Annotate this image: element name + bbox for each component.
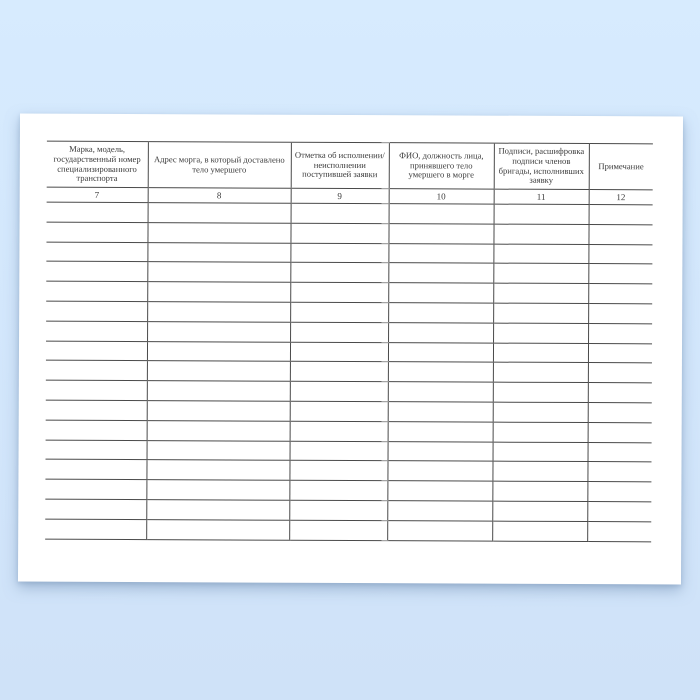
- column-header-12: Примечание: [589, 144, 653, 190]
- empty-cell: [46, 301, 147, 321]
- empty-cell: [493, 283, 588, 303]
- table-row: [46, 321, 652, 343]
- journal-table: [45, 141, 653, 542]
- empty-cell: [588, 323, 652, 343]
- empty-cell: [147, 321, 290, 341]
- empty-cell: [290, 282, 388, 302]
- empty-cell: [46, 420, 147, 440]
- empty-cell: [290, 441, 388, 461]
- column-header-11: Подписи, расшифровка подписи членов бригады, исполнивших заявку: [494, 143, 589, 189]
- column-header-10: ФИО, должность лица, принявшего тело умершего в морге: [389, 143, 494, 189]
- empty-cell: [388, 223, 493, 243]
- empty-cell: [493, 362, 588, 382]
- empty-cell: [493, 402, 588, 422]
- empty-cell: [290, 223, 388, 243]
- table-row: [46, 440, 652, 462]
- empty-cell: [146, 519, 289, 539]
- empty-cell: [587, 482, 651, 502]
- table-header-row: [47, 141, 653, 190]
- empty-cell: [46, 341, 147, 361]
- column-number-10: 10: [389, 189, 494, 204]
- empty-cell: [388, 421, 493, 441]
- empty-cell: [147, 242, 290, 262]
- empty-cell: [45, 519, 146, 539]
- table-row: [46, 420, 652, 442]
- empty-cell: [493, 422, 588, 442]
- empty-cell: [588, 403, 652, 423]
- empty-cell: [289, 480, 387, 500]
- empty-cell: [147, 381, 290, 401]
- empty-cell: [290, 362, 388, 382]
- empty-cell: [588, 383, 652, 403]
- empty-cell: [492, 461, 587, 481]
- empty-cell: [388, 243, 493, 263]
- empty-cell: [387, 481, 492, 501]
- empty-cell: [388, 362, 493, 382]
- empty-cell: [290, 342, 388, 362]
- empty-cell: [147, 401, 290, 421]
- empty-cell: [147, 440, 290, 460]
- empty-cell: [588, 284, 652, 304]
- column-number-7: 7: [47, 187, 148, 202]
- empty-cell: [147, 302, 290, 322]
- empty-cell: [147, 282, 290, 302]
- empty-cell: [388, 283, 493, 303]
- table-row: [46, 281, 652, 303]
- empty-cell: [388, 342, 493, 362]
- empty-cell: [493, 323, 588, 343]
- empty-cell: [588, 304, 652, 324]
- empty-cell: [290, 322, 388, 342]
- empty-cell: [388, 382, 493, 402]
- empty-cell: [492, 521, 587, 541]
- empty-cell: [146, 460, 289, 480]
- empty-cell: [387, 501, 492, 521]
- empty-cell: [290, 381, 388, 401]
- table-row: [46, 361, 652, 383]
- empty-cell: [587, 501, 651, 521]
- empty-cell: [387, 461, 492, 481]
- empty-cell: [493, 343, 588, 363]
- empty-cell: [289, 461, 387, 481]
- table-row: [46, 341, 652, 363]
- empty-cell: [290, 263, 388, 283]
- empty-cell: [290, 302, 388, 322]
- empty-cell: [147, 222, 290, 242]
- column-number-8: 8: [148, 188, 291, 204]
- empty-cell: [587, 462, 651, 482]
- empty-cell: [493, 264, 588, 284]
- table-row: [46, 400, 652, 422]
- empty-cell: [588, 264, 652, 284]
- empty-cell: [290, 421, 388, 441]
- empty-cell: [388, 402, 493, 422]
- empty-cell: [291, 203, 389, 223]
- column-header-9: Отметка об исполнении/ неисполнении поступившей заявки: [291, 142, 389, 188]
- empty-cell: [290, 243, 388, 263]
- empty-cell: [147, 361, 290, 381]
- empty-cell: [147, 262, 290, 282]
- empty-cell: [388, 322, 493, 342]
- empty-cell: [46, 440, 147, 460]
- table-row: [45, 519, 651, 541]
- empty-cell: [147, 341, 290, 361]
- empty-cell: [494, 204, 589, 224]
- empty-cell: [46, 222, 147, 242]
- empty-cell: [589, 205, 653, 225]
- table-row: [46, 380, 652, 402]
- column-number-9: 9: [291, 188, 389, 203]
- empty-cell: [46, 262, 147, 282]
- empty-cell: [388, 263, 493, 283]
- empty-cell: [492, 481, 587, 501]
- paper-sheet: [18, 114, 683, 585]
- empty-cell: [45, 479, 146, 499]
- table-row: [47, 202, 653, 224]
- column-header-7: Марка, модель, государственный номер специализированного транспорта: [47, 141, 148, 187]
- empty-cell: [493, 224, 588, 244]
- empty-cell: [387, 520, 492, 540]
- empty-cell: [588, 343, 652, 363]
- empty-cell: [46, 400, 147, 420]
- table-row: [45, 460, 651, 482]
- empty-cell: [46, 321, 147, 341]
- empty-cell: [45, 460, 146, 480]
- empty-cell: [388, 441, 493, 461]
- empty-cell: [46, 361, 147, 381]
- column-header-8: Адрес морга, в который доставлено тело умершего: [148, 142, 291, 189]
- empty-cell: [289, 520, 387, 540]
- empty-cell: [493, 442, 588, 462]
- empty-cell: [588, 244, 652, 264]
- empty-cell: [289, 500, 387, 520]
- table-body: [45, 202, 652, 541]
- empty-cell: [47, 202, 148, 222]
- empty-cell: [290, 401, 388, 421]
- empty-cell: [588, 442, 652, 462]
- empty-cell: [588, 224, 652, 244]
- empty-cell: [45, 499, 146, 519]
- empty-cell: [147, 420, 290, 440]
- table-row: [46, 262, 652, 284]
- table-row: [45, 499, 651, 521]
- empty-cell: [493, 244, 588, 264]
- empty-cell: [389, 204, 494, 224]
- empty-cell: [493, 382, 588, 402]
- empty-cell: [46, 380, 147, 400]
- table-row: [46, 222, 652, 244]
- table-head: [47, 141, 653, 205]
- empty-cell: [148, 203, 291, 223]
- empty-cell: [588, 422, 652, 442]
- table-row: [46, 301, 652, 323]
- empty-cell: [46, 281, 147, 301]
- empty-cell: [146, 480, 289, 500]
- empty-cell: [388, 303, 493, 323]
- empty-cell: [588, 363, 652, 383]
- table-row: [46, 242, 652, 264]
- empty-cell: [492, 501, 587, 521]
- table-row: [45, 479, 651, 501]
- empty-cell: [146, 500, 289, 520]
- column-number-12: 12: [589, 190, 653, 205]
- empty-cell: [46, 242, 147, 262]
- column-number-11: 11: [494, 189, 589, 204]
- empty-cell: [587, 521, 651, 541]
- empty-cell: [493, 303, 588, 323]
